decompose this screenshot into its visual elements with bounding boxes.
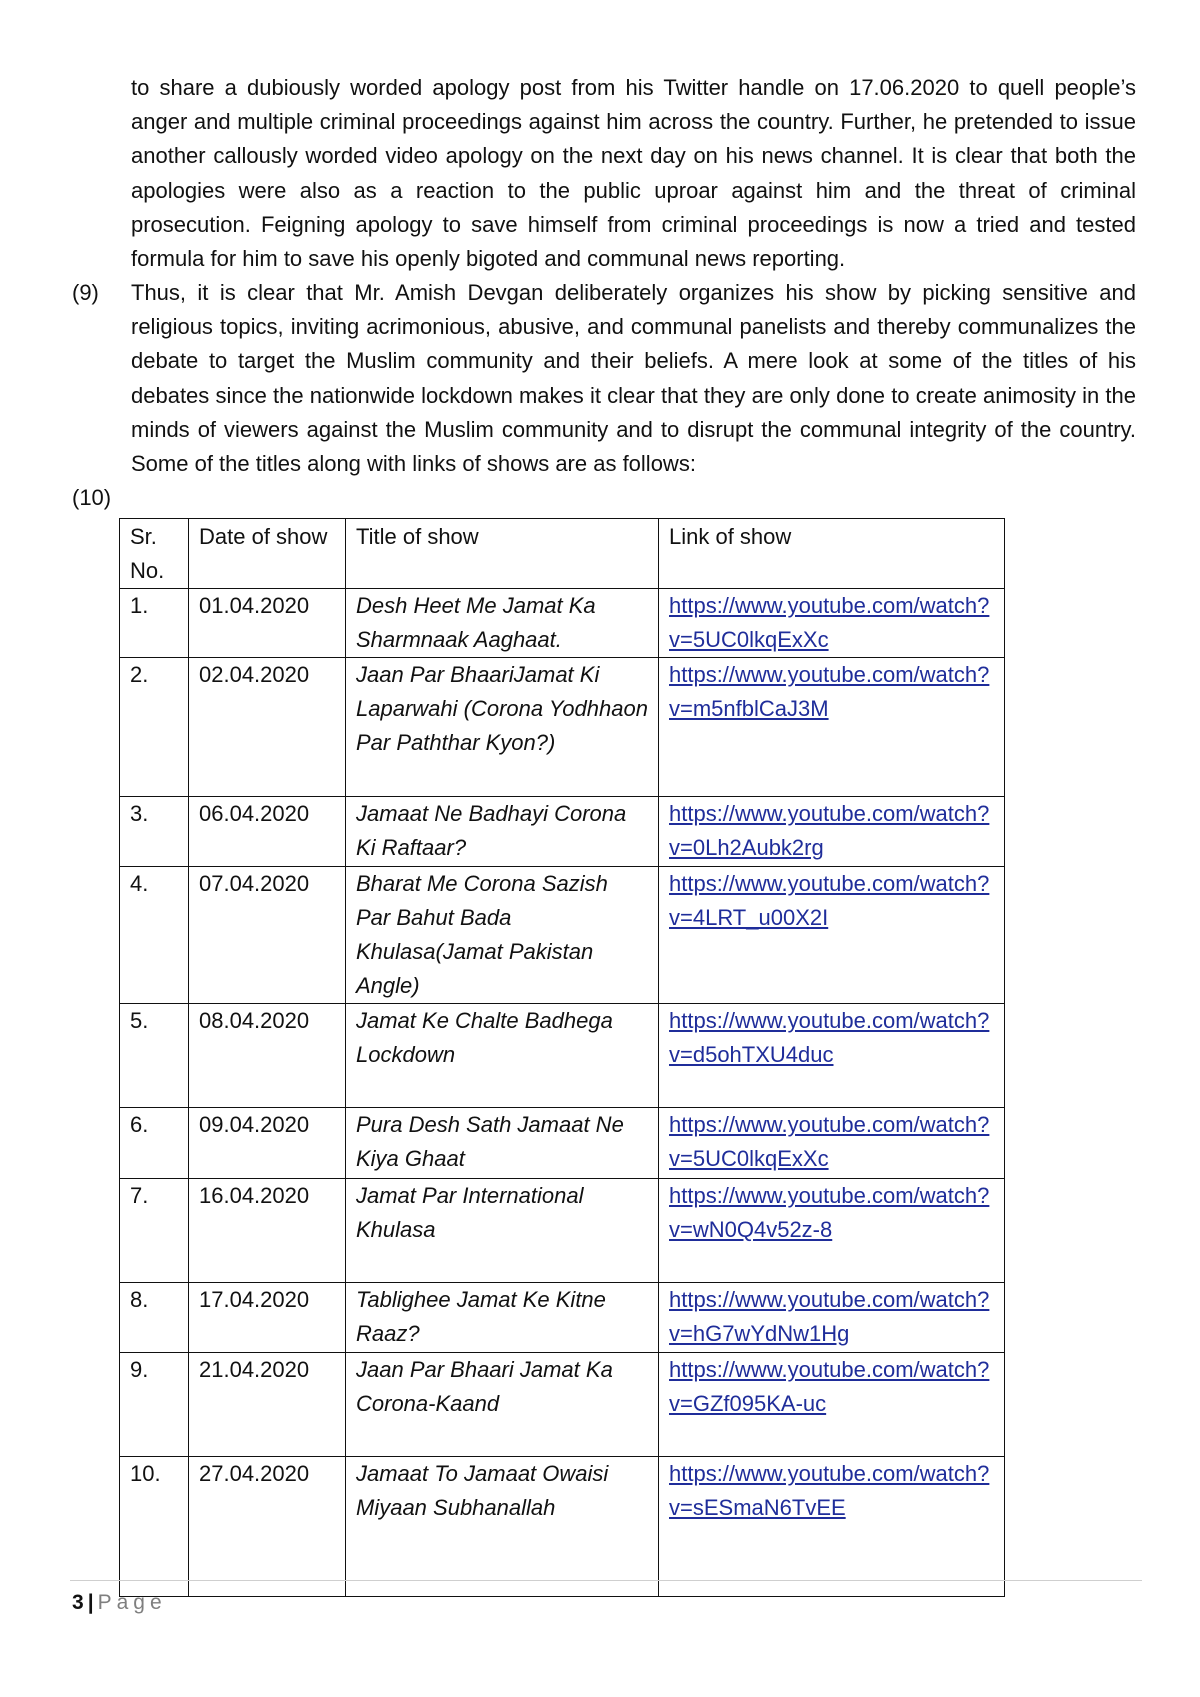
table-row	[120, 1283, 1005, 1353]
page-separator: |	[87, 1591, 94, 1614]
cell-title: Jamat Par International Khulasa	[346, 1179, 659, 1283]
cell-date: 07.04.2020	[189, 867, 346, 1004]
cell-date: 27.04.2020	[189, 1457, 346, 1597]
table-row	[120, 658, 1005, 797]
show-link[interactable]: https://www.youtube.com/watch?v=hG7wYdNw1Hg	[669, 1287, 990, 1346]
table-row	[120, 1004, 1005, 1108]
paragraph-10-number: (10)	[72, 485, 112, 510]
cell-title: Tablighee Jamat Ke Kitne Raaz?	[346, 1283, 659, 1353]
page-footer	[72, 1588, 167, 1618]
cell-sr: 7.	[120, 1179, 189, 1283]
table-header-row	[120, 519, 1005, 589]
cell-title: Jamaat Ne Badhayi Corona Ki Raftaar?	[346, 797, 659, 867]
cell-sr: 9.	[120, 1353, 189, 1457]
cell-sr: 3.	[120, 797, 189, 867]
cell-title: Jaan Par Bhaari Jamat Ka Corona-Kaand	[346, 1353, 659, 1457]
show-link[interactable]: https://www.youtube.com/watch?v=d5ohTXU4duc	[669, 1008, 990, 1067]
cell-sr: 10.	[120, 1457, 189, 1597]
cell-link	[659, 589, 1005, 658]
cell-link	[659, 867, 1005, 1004]
cell-date: 01.04.2020	[189, 589, 346, 658]
cell-title: Bharat Me Corona Sazish Par Bahut Bada Khulasa(Jamat Pakistan Angle)	[346, 867, 659, 1004]
show-link[interactable]: https://www.youtube.com/watch?v=sESmaN6TvEE	[669, 1461, 990, 1520]
cell-title: Pura Desh Sath Jamaat Ne Kiya Ghaat	[346, 1108, 659, 1179]
table-row	[120, 1353, 1005, 1457]
show-link[interactable]: https://www.youtube.com/watch?v=wN0Q4v52z-8	[669, 1183, 990, 1242]
cell-date: 09.04.2020	[189, 1108, 346, 1179]
cell-title: Jamat Ke Chalte Badhega Lockdown	[346, 1004, 659, 1108]
cell-sr: 1.	[120, 589, 189, 658]
table-row	[120, 1457, 1005, 1597]
table-row	[120, 797, 1005, 867]
cell-date: 06.04.2020	[189, 797, 346, 867]
paragraph-8-continued: to share a dubiously worded apology post from his Twitter handle on 17.06.2020 to quell people’s anger and multiple criminal proceedings against him across the country. Further, he pretended to issue another callously worded video apology on the next day on his news channel. It is clear that both the apologies were also as a reaction to the public uproar against him and the threat of criminal prosecution. Feigning apology to save himself from criminal proceedings is now a tried and tested formula for him to save his openly bigoted and communal news reporting.	[131, 75, 1136, 272]
cell-title: Jaan Par BhaariJamat Ki Laparwahi (Corona Yodhhaon Par Paththar Kyon?)	[346, 658, 659, 797]
table-row	[120, 589, 1005, 658]
show-link[interactable]: https://www.youtube.com/watch?v=m5nfblCaJ3M	[669, 662, 990, 721]
cell-link	[659, 1179, 1005, 1283]
footer-divider	[70, 1580, 1142, 1581]
cell-title: Desh Heet Me Jamat Ka Sharmnaak Aaghaat.	[346, 589, 659, 658]
paragraph-9-number: (9)	[72, 280, 99, 305]
cell-date: 08.04.2020	[189, 1004, 346, 1108]
shows-table	[119, 518, 1005, 1597]
cell-date: 16.04.2020	[189, 1179, 346, 1283]
cell-date: 21.04.2020	[189, 1353, 346, 1457]
header-sr-no: Sr. No.	[120, 519, 189, 589]
cell-link	[659, 658, 1005, 797]
cell-date: 17.04.2020	[189, 1283, 346, 1353]
cell-sr: 6.	[120, 1108, 189, 1179]
cell-sr: 2.	[120, 658, 189, 797]
page-label: Page	[97, 1591, 167, 1614]
cell-link	[659, 1457, 1005, 1597]
page-number: 3	[72, 1591, 84, 1614]
cell-sr: 8.	[120, 1283, 189, 1353]
table-row	[120, 867, 1005, 1004]
paragraph-9-text: Thus, it is clear that Mr. Amish Devgan deliberately organizes his show by picking sensitive and religious topics, inviting acrimonious, abusive, and communal panelists and thereby communalizes the debate to target the Muslim community and their beliefs. A mere look at some of the titles of his debates since the nationwide lockdown makes it clear that they are only done to create animosity in the minds of viewers against the Muslim community and to disrupt the communal integrity of the country. Some of the titles along with links of shows are as follows:	[131, 280, 1136, 477]
header-date-of-show: Date of show	[189, 519, 346, 589]
table-row	[120, 1179, 1005, 1283]
cell-link	[659, 1353, 1005, 1457]
cell-title: Jamaat To Jamaat Owaisi Miyaan Subhanallah	[346, 1457, 659, 1597]
show-link[interactable]: https://www.youtube.com/watch?v=GZf095KA-uc	[669, 1357, 990, 1416]
header-title-of-show: Title of show	[346, 519, 659, 589]
show-link[interactable]: https://www.youtube.com/watch?v=5UC0lkqExXc	[669, 593, 990, 652]
cell-sr: 4.	[120, 867, 189, 1004]
show-link[interactable]: https://www.youtube.com/watch?v=0Lh2Aubk2rg	[669, 801, 990, 860]
cell-date: 02.04.2020	[189, 658, 346, 797]
cell-link	[659, 797, 1005, 867]
cell-link	[659, 1283, 1005, 1353]
show-link[interactable]: https://www.youtube.com/watch?v=5UC0lkqExXc	[669, 1112, 990, 1171]
cell-link	[659, 1004, 1005, 1108]
table-row	[120, 1108, 1005, 1179]
header-link-of-show: Link of show	[659, 519, 1005, 589]
show-link[interactable]: https://www.youtube.com/watch?v=4LRT_u00X2I	[669, 871, 990, 930]
cell-link	[659, 1108, 1005, 1179]
cell-sr: 5.	[120, 1004, 189, 1108]
